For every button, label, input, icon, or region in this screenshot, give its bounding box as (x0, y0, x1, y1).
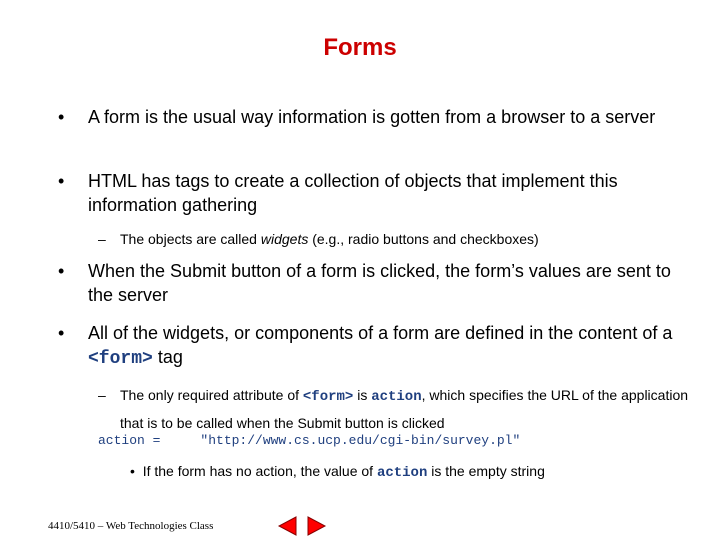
sub-action-before: The only required attribute of (120, 387, 303, 403)
dash-marker: – (98, 387, 106, 403)
code-example (98, 433, 520, 448)
sub-action-after: , which specifies the URL of the application that is to be called when the Submit button is clicked (120, 387, 689, 431)
sub-widgets-after: (e.g., radio buttons and checkboxes) (308, 231, 539, 247)
bullet-1-text: A form is the usual way information is gotten from a browser to a server (88, 107, 656, 127)
sub-widgets-em: widgets (260, 231, 309, 247)
sub-bullet-action-text (120, 382, 698, 436)
sub-widgets-before: The objects are called (120, 231, 261, 247)
triangle-left-icon (276, 515, 300, 537)
slide-title: Forms (323, 34, 397, 61)
sub-bullet-widgets-text (120, 228, 698, 250)
bullet-3 (58, 259, 698, 307)
code-attr: action = (98, 433, 161, 448)
bullet-4-after: tag (152, 347, 183, 367)
dash-marker: – (98, 231, 106, 247)
form-tag-code: <form> (88, 349, 153, 369)
bullet-3-text: When the Submit button of a form is clicked, the form’s values are sent to the server (88, 261, 671, 305)
bullet-dot: • (58, 323, 65, 343)
sub-sub-after: is the empty string (427, 463, 545, 479)
next-slide-button[interactable] (304, 515, 328, 537)
sub-action-middle: is (353, 387, 372, 403)
bullet-4 (58, 321, 698, 371)
code-value: "http://www.cs.ucp.edu/cgi-bin/survey.pl" (200, 433, 521, 448)
bullet-2-text: HTML has tags to create a collection of objects that implement this information gathering (88, 171, 618, 215)
bullet-dot: • (58, 107, 65, 127)
prev-slide-button[interactable] (276, 515, 300, 537)
form-tag-code: <form> (302, 389, 354, 405)
triangle-right-icon (304, 515, 328, 537)
footer-text: 4410/5410 – Web Technologies Class (48, 520, 214, 532)
bullet-1 (58, 105, 698, 129)
action-attr-code: action (376, 465, 428, 481)
sub-bullet-action (98, 382, 698, 436)
bullet-dot: • (58, 171, 65, 191)
bullet-4-text (88, 321, 698, 371)
bullet-4-before: All of the widgets, or components of a form are defined in the content of a (88, 323, 673, 343)
sub-sub-bullet (130, 463, 545, 481)
action-attr-code: action (371, 389, 422, 405)
bullet-2 (58, 169, 698, 217)
bullet-dot: • (58, 261, 65, 281)
bullet-dot: • (130, 463, 143, 479)
sub-bullet-widgets (98, 228, 698, 250)
sub-sub-before: If the form has no action, the value of (142, 463, 377, 479)
